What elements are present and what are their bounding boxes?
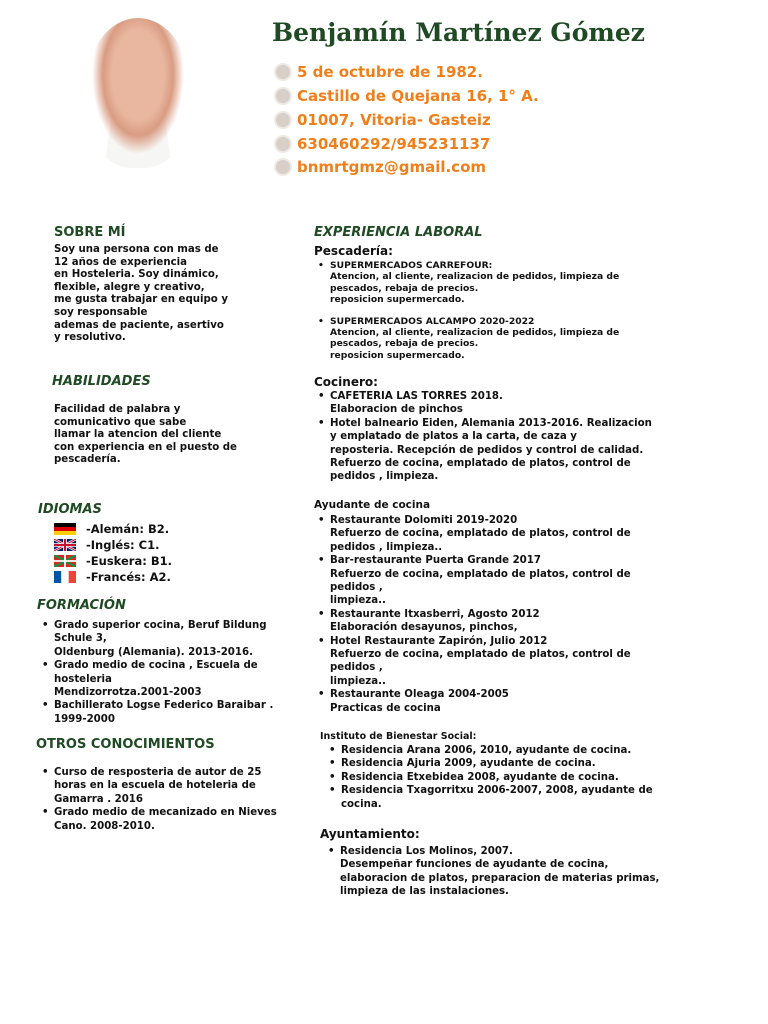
list-item: • SUPERMERCADOS ALCAMPO 2020-2022 Atencion, al cliente, realizacion de pedidos, limpieza de pescados, rebaja de precios. reposicion supermercado. (314, 316, 734, 362)
list-item: • Bar-restaurante Puerta Grande 2017 Refuerzo de cocina, emplatado de platos, control de pedidos , limpieza.. (314, 554, 734, 608)
contact-phone: 630460292/945231137 (274, 135, 490, 153)
basque-flag-icon (54, 555, 76, 567)
list-item: • Hotel balneario Eiden, Alemania 2013-2016. Realizacion y emplatado de platos a la carta, de caza y reposteria. Recepción de pedidos y control de calidad. Refuerzo de cocina, emplatado de platos, control de pedidos , limpieza. (314, 417, 744, 484)
profile-photo (84, 18, 192, 168)
cocinero-list (314, 390, 744, 484)
list-item: • Hotel Restaurante Zapirón, Julio 2012 Refuerzo de cocina, emplatado de platos, control de pedidos , limpieza.. (314, 635, 734, 689)
formacion-list (38, 619, 300, 726)
phone-icon (274, 135, 292, 153)
ayuntamiento-list (324, 845, 744, 899)
list-item: • Restaurante Itxasberri, Agosto 2012 Elaboración desayunos, pinchos, (314, 608, 734, 635)
language-german: -Alemán: B2. (54, 521, 254, 537)
list-item: • Grado medio de mecanizado en Nieves Cano. 2008-2010. (38, 806, 300, 833)
contact-birthdate: 5 de octubre de 1982. (274, 63, 483, 81)
contact-email[interactable]: bnmrtgmz@gmail.com (274, 158, 486, 176)
habilidades-title: HABILIDADES (52, 374, 151, 389)
language-french: -Francés: A2. (54, 569, 254, 585)
otros-title: OTROS CONOCIMIENTOS (36, 737, 215, 752)
list-item: • SUPERMERCADOS CARREFOUR: Atencion, al cliente, realizacion de pedidos, limpieza de pescados, rebaja de precios. reposicion supermercado. (314, 260, 734, 306)
contact-address: Castillo de Quejana 16, 1° A. (274, 87, 539, 105)
formacion-title: FORMACIÓN (37, 598, 126, 613)
habilidades-text: Facilidad de palabra y comunicativo que sabe llamar la atencion del cliente con experiencia en el puesto de pescadería. (54, 404, 237, 466)
list-item: • Grado superior cocina, Beruf Bildung Schule 3, Oldenburg (Alemania). 2013-2016. (38, 619, 300, 659)
list-item: • Restaurante Dolomiti 2019-2020 Refuerzo de cocina, emplatado de platos, control de pedidos , limpieza.. (314, 514, 734, 554)
ayudante-title: Ayudante de cocina (314, 499, 431, 511)
list-item: • Residencia Ajuria 2009, ayudante de cocina. (325, 757, 745, 770)
list-item: • Residencia Txagorritxu 2006-2007, 2008, ayudante de cocina. (325, 784, 745, 811)
list-item: • Residencia Los Molinos, 2007. Desempeñar funciones de ayudante de cocina, elaboracion de platos, preparacion de materias primas, limpieza de las instalaciones. (324, 845, 744, 899)
sobre-title: SOBRE MÍ (54, 225, 126, 240)
list-item: • Restaurante Oleaga 2004-2005 Practicas de cocina (314, 688, 734, 715)
uk-flag-icon (54, 539, 76, 551)
instituto-list (325, 744, 745, 811)
germany-flag-icon (54, 523, 76, 535)
language-english: -Inglés: C1. (54, 537, 254, 553)
calendar-icon (274, 63, 292, 81)
ayuntamiento-title: Ayuntamiento: (320, 827, 420, 841)
idiomas-list (54, 521, 254, 585)
pescaderia-title: Pescadería: (314, 244, 393, 258)
location-icon (274, 111, 292, 129)
list-item: • Curso de resposteria de autor de 25 horas en la escuela de hoteleria de Gamarra . 2016 (38, 766, 300, 806)
list-item: • Residencia Etxebidea 2008, ayudante de cocina. (325, 771, 745, 784)
ayudante-list (314, 514, 734, 715)
candidate-name: Benjamín Martínez Gómez (272, 18, 645, 47)
list-item: • Bachillerato Logse Federico Baraibar . 1999-2000 (38, 699, 300, 726)
list-item: • CAFETERIA LAS TORRES 2018. Elaboracion de pinchos (314, 390, 744, 417)
pescaderia-list (314, 260, 734, 361)
list-item: • Residencia Arana 2006, 2010, ayudante de cocina. (325, 744, 745, 757)
otros-list (38, 766, 300, 833)
instituto-title: Instituto de Bienestar Social: (320, 731, 477, 742)
experiencia-title: EXPERIENCIA LABORAL (314, 225, 483, 240)
france-flag-icon (54, 571, 76, 583)
list-item: • Grado medio de cocina , Escuela de hosteleria Mendizorrotza.2001-2003 (38, 659, 300, 699)
contact-city: 01007, Vitoria- Gasteiz (274, 111, 491, 129)
idiomas-title: IDIOMAS (38, 502, 102, 517)
cocinero-title: Cocinero: (314, 375, 378, 389)
sobre-text: Soy una persona con mas de 12 años de experiencia en Hosteleria. Soy dinámico, flexible, alegre y creativo, me gusta trabajar en equipo y soy responsable ademas de paciente, asertivo y resolutivo. (54, 244, 228, 344)
home-icon (274, 87, 292, 105)
email-icon (274, 158, 292, 176)
language-basque: -Euskera: B1. (54, 553, 254, 569)
